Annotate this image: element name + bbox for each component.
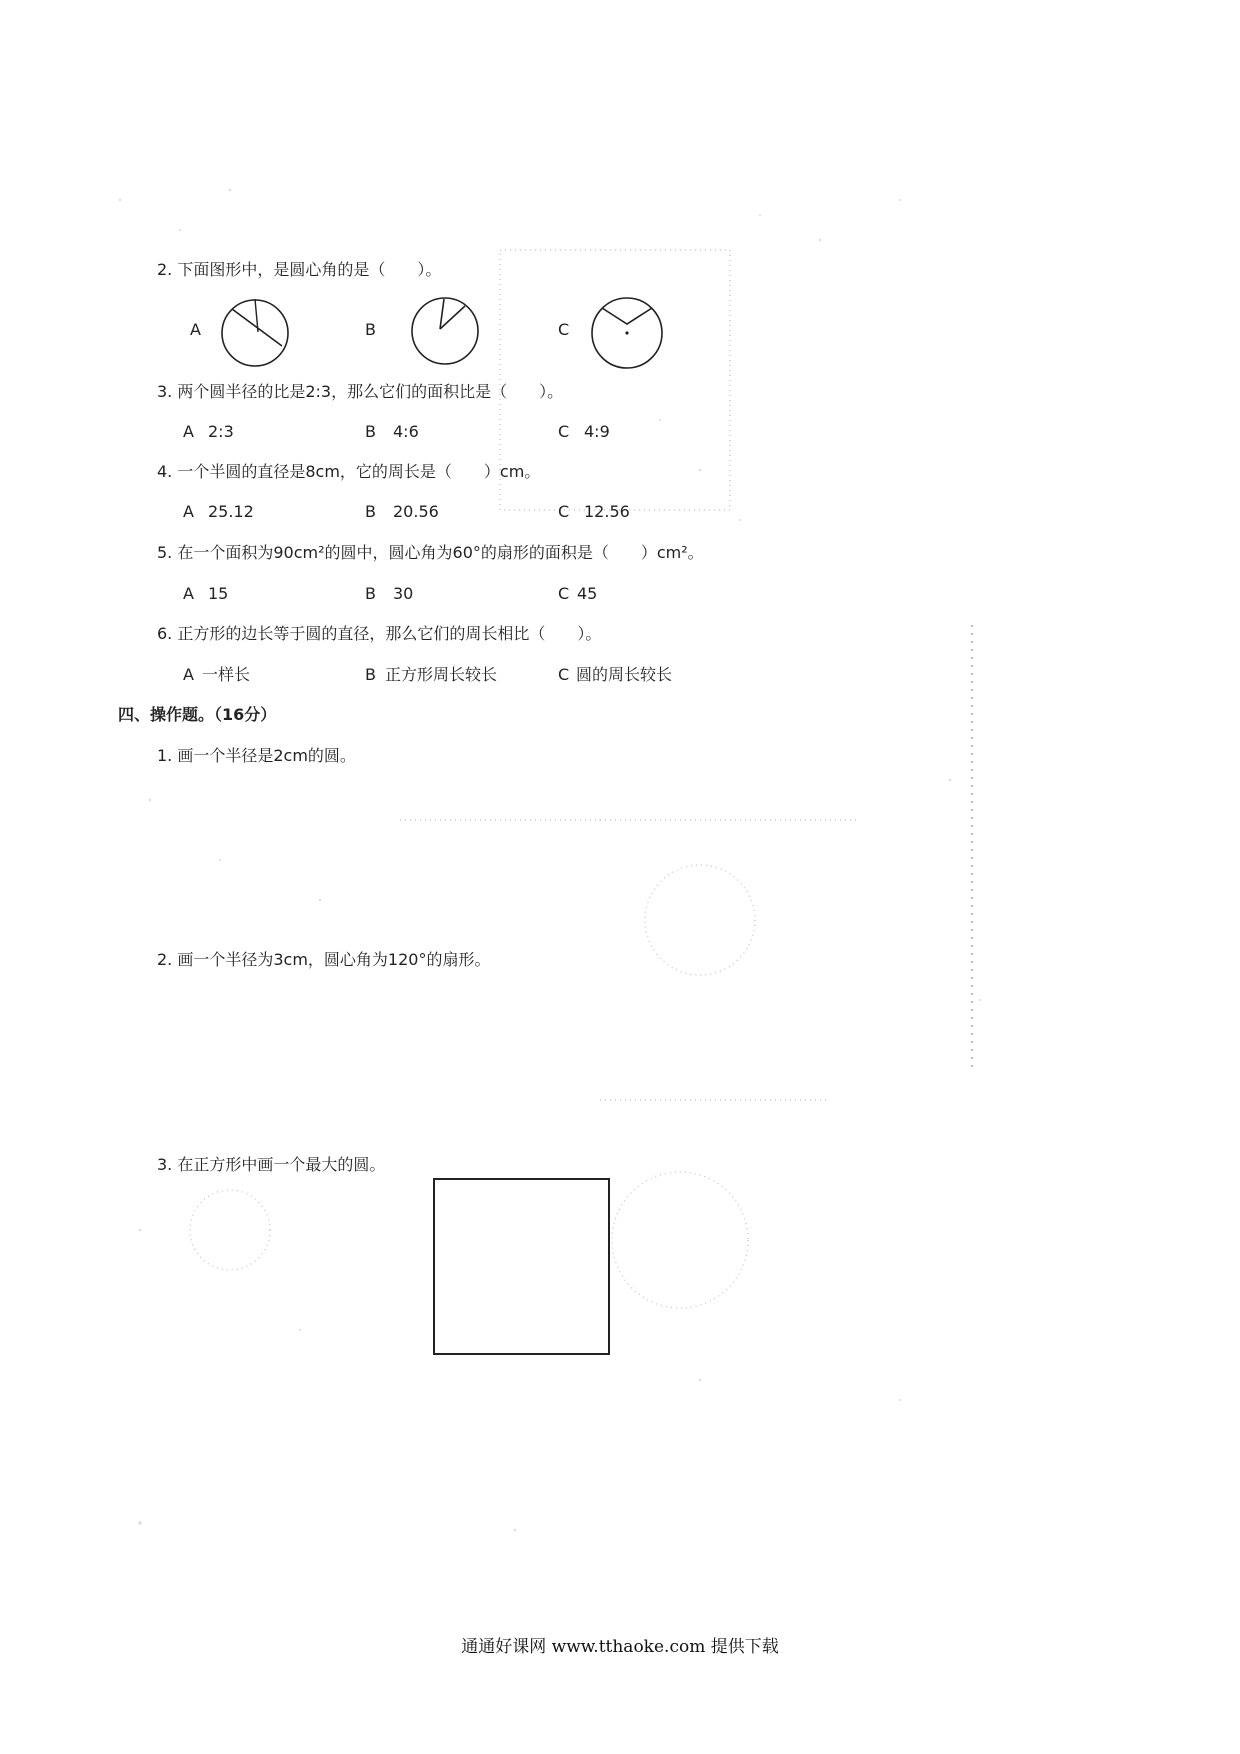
operation-item-2: 2. 画一个半径为3cm，圆心角为120°的扇形。 (157, 950, 491, 969)
drawing-square (433, 1178, 610, 1355)
option-b-text: 正方形周长较长 (385, 665, 498, 684)
option-c-text: 12.56 (584, 502, 630, 521)
question-4-stem: 4. 一个半圆的直径是8cm，它的周长是（ ）cm。 (157, 462, 541, 481)
page-footer: 通通好课网 www.tthaoke.com 提供下载 (461, 1637, 779, 1657)
option-c-text: 45 (577, 584, 598, 603)
option-c-label: C (558, 502, 570, 521)
option-b-label: B (365, 422, 376, 441)
option-b-label: B (365, 320, 376, 339)
option-b-text: 4:6 (393, 422, 419, 441)
question-6-stem: 6. 正方形的边长等于圆的直径，那么它们的周长相比（ ）。 (157, 624, 602, 643)
question-2-stem: 2. 下面图形中，是圆心角的是（ ）。 (157, 260, 442, 279)
circle-figure-c (590, 296, 664, 370)
section-4-title: 四、操作题。（16分） (118, 705, 277, 724)
option-c-label: C (558, 584, 570, 603)
option-a-label: A (183, 502, 194, 521)
question-3-stem: 3. 两个圆半径的比是2:3，那么它们的面积比是（ ）。 (157, 382, 564, 401)
option-c-label: C (558, 320, 570, 339)
option-a-text: 一样长 (202, 665, 251, 684)
question-5-stem: 5. 在一个面积为90cm²的圆中，圆心角为60°的扇形的面积是（ ）cm²。 (157, 543, 704, 562)
option-b-text: 30 (393, 584, 414, 603)
option-c-label: C (558, 665, 570, 684)
option-b-text: 20.56 (393, 502, 439, 521)
option-a-text: 2:3 (208, 422, 234, 441)
option-b-label: B (365, 502, 376, 521)
operation-item-3: 3. 在正方形中画一个最大的圆。 (157, 1155, 386, 1174)
option-a-text: 25.12 (208, 502, 254, 521)
option-a-text: 15 (208, 584, 229, 603)
option-a-label: A (183, 584, 194, 603)
option-a-label: A (183, 665, 194, 684)
option-c-text: 4:9 (584, 422, 610, 441)
circle-figure-b (410, 296, 480, 366)
circle-figure-a (220, 298, 290, 368)
option-c-label: C (558, 422, 570, 441)
option-b-label: B (365, 665, 376, 684)
option-a-label: A (190, 320, 201, 339)
option-a-label: A (183, 422, 194, 441)
option-b-label: B (365, 584, 376, 603)
operation-item-1: 1. 画一个半径是2cm的圆。 (157, 746, 356, 765)
option-c-text: 圆的周长较长 (576, 665, 673, 684)
